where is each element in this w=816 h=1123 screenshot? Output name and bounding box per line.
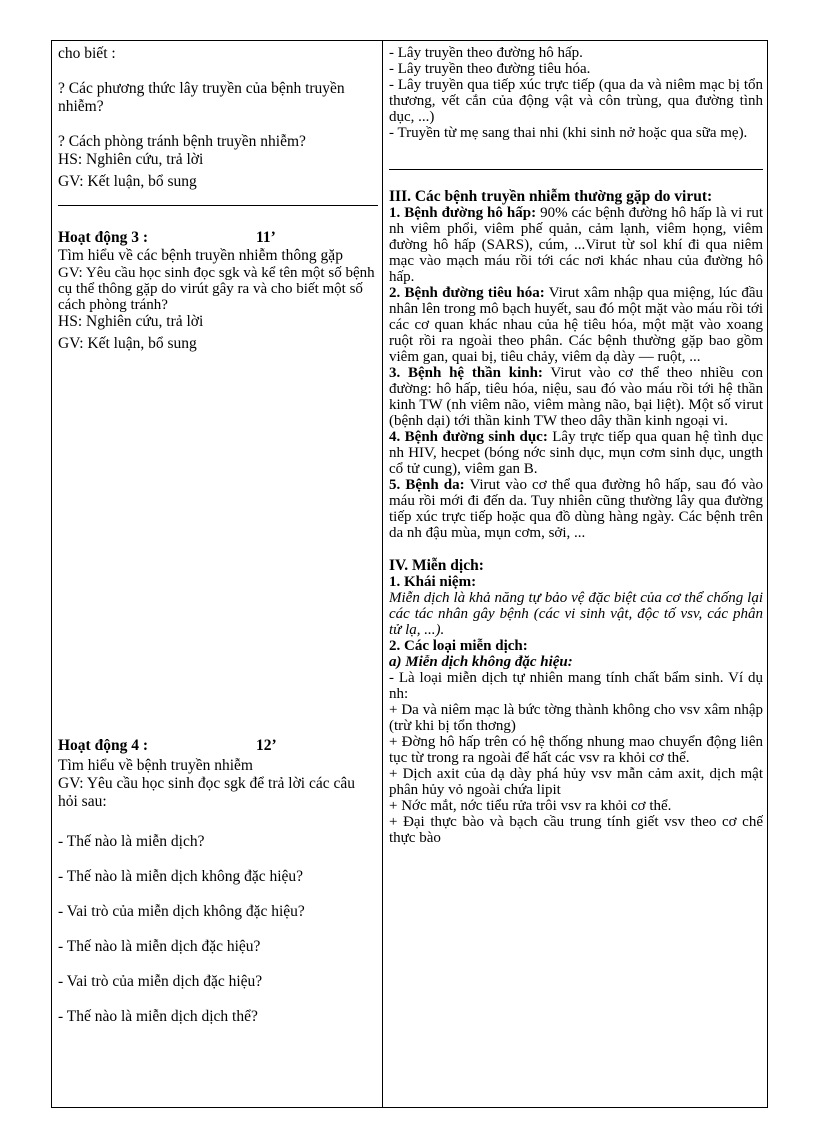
activity-3-title: Hoạt động 3 : — [58, 229, 148, 246]
disease-label: 2. Bệnh đường tiêu hóa: — [389, 285, 545, 301]
disease-item — [389, 285, 763, 365]
immunity-line: + Da và niêm mạc là bức tờng thành không cho vsv xâm nhập (trừ khi bị tổn thơng) — [389, 702, 763, 734]
content-line: - Lây truyền theo đường tiêu hóa. — [389, 61, 591, 77]
disease-label: 3. Bệnh hệ thần kinh: — [389, 365, 543, 381]
question-item: - Thế nào là miễn dịch dịch thể? — [58, 1008, 258, 1025]
activity-4-time: 12’ — [256, 737, 277, 754]
content-line: - Truyền từ mẹ sang thai nhi (khi sinh nở hoặc qua sữa mẹ). — [389, 125, 748, 141]
disease-label: 4. Bệnh đường sinh dục: — [389, 429, 548, 445]
question-item: - Vai trò của miễn dịch đặc hiệu? — [58, 973, 263, 990]
disease-label: 1. Bệnh đường hô hấp: — [389, 205, 537, 221]
column-divider — [382, 41, 383, 1107]
subsection-title: a) Miễn dịch không đặc hiệu: — [389, 654, 573, 670]
question-item: - Thế nào là miễn dịch? — [58, 833, 205, 850]
activity-4-intro: Tìm hiểu về bệnh truyền nhiễm — [58, 757, 253, 774]
disease-text: 90% các bệnh đường hô hấp là vi rut nh viêm phổi, viêm phế quản, cảm lạnh, viêm họng, viêm đường hô hấp (SARS), cúm, ...Virut từ sol khí đi qua niêm mạc vào mạch máu rồi tới các nơi khác nhau của đường hô hấp. — [389, 205, 763, 285]
activity-4-title: Hoạt động 4 : — [58, 737, 148, 754]
row-divider — [58, 205, 378, 206]
activity-3-time: 11’ — [256, 229, 276, 246]
disease-item — [389, 205, 763, 285]
disease-text: Lây trực tiếp qua quan hệ tình dục nh HIV, hecpet (bóng nớc sinh dục, mụn cơm sinh dục, ungth cổ tử cung), viêm gan B. — [389, 429, 763, 477]
content-line: - Lây truyền qua tiếp xúc trực tiếp (qua da và niêm mạc bị tổn thương, vết cắn của động vật và côn trùng, qua đường tình dục, ...) — [389, 77, 763, 125]
disease-item — [389, 429, 763, 477]
activity-4-task: GV: Yêu cầu học sinh đọc sgk để trả lời các câu hỏi sau: — [58, 775, 355, 810]
row-divider — [389, 169, 763, 170]
disease-text: Virut vào cơ thể qua đường hô hấp, sau đó vào máu rồi mới đi đến da. Tuy nhiên cũng thường lây qua đường tiếp xúc trực tiếp hoặc qua đồ dùng hàng ngày. Các bệnh trên da nh đậu mùa, mụn cơm, sởi, ... — [389, 477, 763, 541]
subsection-title: 2. Các loại miễn dịch: — [389, 638, 528, 654]
disease-text: Virut vào cơ thể theo nhiều con đường: hô hấp, tiêu hóa, niệu, sau đó vào máu rồi tới hệ thần kinh TW (nh viêm não, viêm màng não, bại liệt). Một số virut (bệnh dại) tới thần kinh TW theo dây thần kinh ngoại vi. — [389, 365, 763, 429]
disease-label: 5. Bệnh da: — [389, 477, 465, 493]
activities-column — [58, 45, 378, 1107]
question-item: - Vai trò của miễn dịch không đặc hiệu? — [58, 903, 305, 920]
activity-3-line: GV: Yêu cầu học sinh đọc sgk và kể tên một số bệnh cụ thể thông gặp do virút gây ra và cho biết một số cách phòng tránh? — [58, 265, 375, 313]
immunity-line: + Đờng hô hấp trên có hệ thống nhung mao chuyển động liên tục từ trong ra ngoài để hất các vsv ra khỏi cơ thể. — [389, 734, 763, 766]
immunity-line: + Dịch axit của dạ dày phá hủy vsv mẫn cảm axit, dịch mật phân hủy vỏ ngoài chứa lipit — [389, 766, 763, 798]
immunity-line: + Nớc mắt, nớc tiểu rửa trôi vsv ra khỏi cơ thể. — [389, 798, 672, 814]
section-3-title: III. Các bệnh truyền nhiễm thường gặp do virut: — [389, 188, 713, 205]
immunity-line: - Là loại miễn dịch tự nhiên mang tính chất bẩm sinh. Ví dụ nh: — [389, 670, 763, 702]
left-question: ? Cách phòng tránh bệnh truyền nhiễm? — [58, 133, 306, 150]
disease-text: Virut xâm nhập qua miệng, lúc đầu nhân lên trong mô bạch huyết, sau đó một mặt vào máu rồi tới các cơ quan khác nhau của hệ tiêu hóa, một mặt vào xoang ruột rồi ra ngoài theo phân. Các bệnh thường gặp bao gồm viêm gan, quai bị, tiêu chảy, viêm dạ dày — ruột, ... — [389, 285, 763, 365]
subsection-title: 1. Khái niệm: — [389, 574, 477, 590]
lesson-plan-table — [51, 40, 768, 1108]
activity-3-heading — [58, 229, 378, 247]
section-4-title: IV. Miễn dịch: — [389, 557, 484, 574]
content-line: - Lây truyền theo đường hô hấp. — [389, 45, 583, 61]
question-item: - Thế nào là miễn dịch đặc hiệu? — [58, 938, 261, 955]
activity-3-line: HS: Nghiên cứu, trả lời — [58, 313, 204, 330]
activity-4-heading — [58, 737, 378, 755]
content-column — [389, 45, 763, 1107]
disease-item — [389, 365, 763, 429]
immunity-line: + Đại thực bào và bạch cầu trung tính giết vsv theo cơ chế thực bào — [389, 814, 763, 846]
activity-3-line: GV: Kết luận, bổ sung — [58, 335, 197, 352]
left-student-task: HS: Nghiên cứu, trả lời — [58, 151, 204, 168]
left-teacher-task: GV: Kết luận, bổ sung — [58, 173, 197, 190]
question-item: - Thế nào là miễn dịch không đặc hiệu? — [58, 868, 304, 885]
disease-item — [389, 477, 763, 541]
activity-3-line: Tìm hiểu về các bệnh truyền nhiễm thông gặp — [58, 247, 343, 264]
immunity-definition: Miễn dịch là khả năng tự bảo vệ đặc biệt của cơ thể chống lại các tác nhân gây bệnh (các vi sinh vật, độc tố vsv, các phân tử lạ, ...). — [389, 590, 763, 638]
left-text-line: cho biết : — [58, 45, 116, 62]
left-question: ? Các phương thức lây truyền của bệnh truyền nhiễm? — [58, 80, 345, 115]
